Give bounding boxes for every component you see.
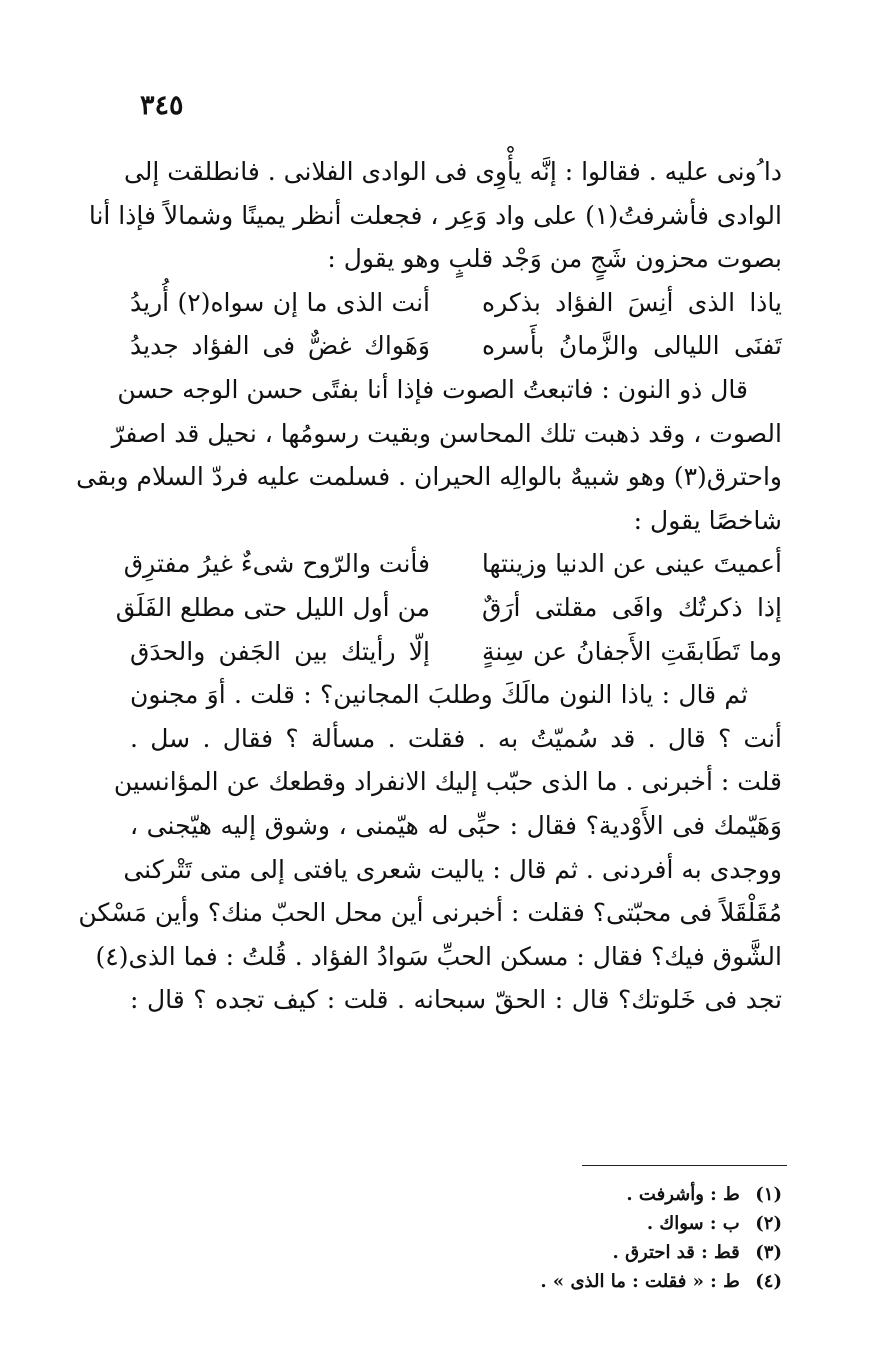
text-line: قال ذو النون : فاتبعتُ الصوت فإذا أنا بفتًى حسن الوجه حسن [117,374,748,404]
verse-line [130,324,782,368]
footnote-number: (١) [755,1184,782,1205]
verse-second-hemistich: وَهَواك غضٌّ فى الفؤاد جديدُ [130,331,430,361]
verse-second-hemistich: فأنت والرّوح شىءٌ غيرُ مفترِق [123,549,430,579]
verse-first-hemistich: وما تَطَابقَتِ الأَجفانُ عن سِنةٍ [482,636,782,666]
text-line: وَهَيّمك فى الأَوْدية؟ فقال : حبِّى له هيّمنى ، وشوق إليه هيّجنى ، [130,810,782,840]
footnote-number: (٤) [755,1271,782,1292]
text-line: قلت : أخبرنى . ما الذى حبّب إليك الانفراد وقطعك عن المؤانسين [113,767,782,797]
text-line: تجد فى خَلوتك؟ قال : الحقّ سبحانه . قلت : كيف تجده ؟ قال : [130,985,782,1015]
text-line: دا ُونى عليه . فقالوا : إنَّه يأْوِى فى الوادى الفلانى . فانطلقت إلى [123,157,782,186]
verse-second-hemistich: من أول الليل حتى مطلع الفَلَق [115,592,430,622]
footnote [330,1267,782,1296]
verse-first-hemistich: أعميتَ عينى عن الدنيا وزينتها [481,549,782,579]
footnote-number: (٢) [755,1213,782,1234]
verse-line [115,586,782,630]
footnote-text: ب : سواك . [646,1213,740,1234]
footnote [330,1238,782,1267]
footnote [330,1209,782,1238]
footnotes [330,1180,782,1296]
text-line: الصوت ، وقد ذهبت تلك المحاسن وبقيت رسومُها ، نحيل قد اصفرّ [111,418,782,448]
text-line: الشَّوق فيك؟ فقال : مسكن الحبِّ سَوادُ الفؤاد . قُلتُ : فما الذى(٤) [95,941,782,971]
verse-line [130,281,782,325]
verse-first-hemistich: تَفنَى الليالى والزَّمانُ بأَسره [482,331,782,361]
footnote [330,1180,782,1209]
page-number: ٣٤٥ [140,90,184,121]
text-line: ثم قال : ياذا النون مالَكَ وطلبَ المجانين؟ : قلت . أوَ مجنون [130,680,748,710]
verse-first-hemistich: إذا ذكرتُك وافَى مقلتى أرَقٌ [482,592,782,622]
text-line: واحترق(٣) وهو شبيهٌ بالوالِه الحيران . فسلمت عليه فردّ السلام وبقى [76,462,782,492]
text-line: ووجدى به أفردنى . ثم قال : ياليت شعرى يافتى إلى متى تَتْركنى [123,854,782,884]
text-line: الوادى فأشرفتُ(١) على واد وَعِر ، فجعلت أنظر يمينًا وشمالاً فإذا أنا [88,200,782,230]
footnote-text: ط : « فقلت : ما الذى » . [540,1271,740,1292]
body-text [76,150,782,1022]
footnote-text: ط : وأشرفت . [626,1184,740,1205]
verse-line [123,542,782,586]
verse-first-hemistich: ياذا الذى أنِسَ الفؤاد بذكره [482,287,782,317]
verse-second-hemistich: إلّا رأيتك بين الجَفن والحدَق [130,636,430,666]
text-line: أنت ؟ قال . قد سُميّتُ به . فقلت . مسألة ؟ فقال . سل . [130,723,782,753]
footnote-divider [582,1165,787,1166]
text-line: مُقَلْقَلاً فى محبّتى؟ فقلت : أخبرنى أين محل الحبّ منك؟ وأين مَسْكن [78,898,782,928]
footnote-number: (٣) [755,1242,782,1263]
text-line: بصوت محزون شَجٍ من وَجْد قلبٍ وهو يقول : [327,244,782,274]
verse-second-hemistich: أنت الذى ما إن سواه(٢) أُريدُ [130,287,430,317]
footnote-text: قط : قد احترق . [612,1242,740,1263]
verse-line [130,630,782,674]
text-line: شاخصًا يقول : [633,505,782,535]
